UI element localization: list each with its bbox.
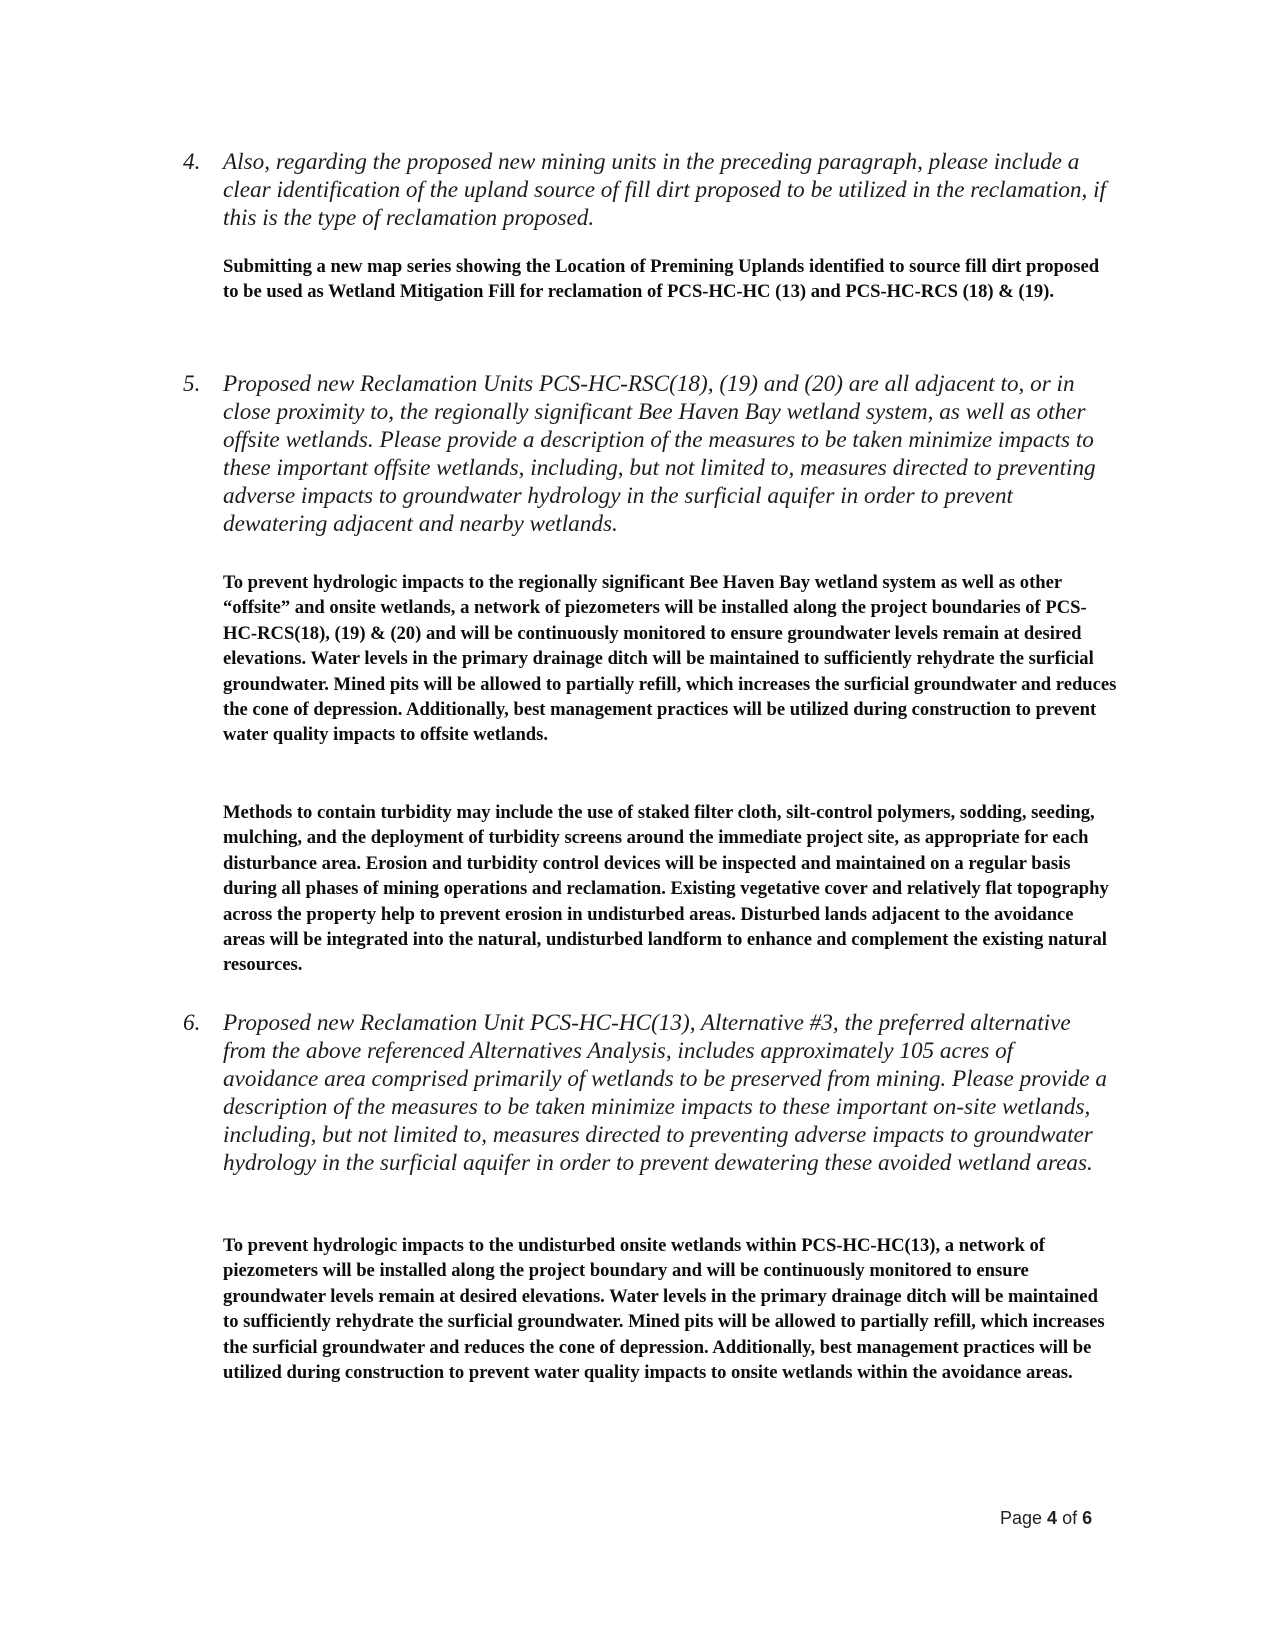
- answer-4: Submitting a new map series showing the Location of Premining Uplands identified to source fill dirt proposed to be used as Wetland Mitigation Fill for reclamation of PCS-HC-HC (13) and PCS-HC-RCS (18) & (19).: [223, 256, 1100, 303]
- page-current: 4: [1047, 1508, 1058, 1528]
- page-number: [1000, 1507, 1120, 1529]
- question-number: 4.: [183, 149, 201, 175]
- page-middle: of: [1057, 1508, 1083, 1528]
- question-text: Proposed new Reclamation Unit PCS-HC-HC(13), Alternative #3, the preferred alternative from the above referenced Alternatives Analysis, includes approximately 105 acres of avoidance area comprised primarily of wetlands to be preserved from mining. Please provide a description of the measures to be taken minimize impacts to these important on-site wetlands, including, but not limited to, measures directed to preventing adverse impacts to groundwater hydrology in the surficial aquifer in order to prevent dewatering these avoided wetland areas.: [223, 1010, 1107, 1176]
- question-number: 5.: [183, 371, 201, 397]
- answer-5b: Methods to contain turbidity may include the use of staked filter cloth, silt-control polymers, sodding, seeding, mulching, and the deployment of turbidity screens around the immediate project site, as appropriate for each disturbance area. Erosion and turbidity control devices will be inspected and maintained on a regular basis during all phases of mining operations and reclamation. Existing vegetative cover and relatively flat topography across the property help to prevent erosion in undisturbed areas. Disturbed lands adjacent to the avoidance areas will be integrated into the natural, undisturbed landform to enhance and complement the existing natural resources.: [223, 802, 1109, 976]
- question-text: Also, regarding the proposed new mining units in the preceding paragraph, please include a clear identification of the upland source of fill dirt proposed to be utilized in the reclamation, if this is the type of reclamation proposed.: [223, 149, 1106, 231]
- answer-6: To prevent hydrologic impacts to the undisturbed onsite wetlands within PCS-HC-HC(13), a network of piezometers will be installed along the project boundary and will be continuously monitored to ensure groundwater levels remain at desired elevations. Water levels in the primary drainage ditch will be maintained to sufficiently rehydrate the surficial groundwater. Mined pits will be allowed to partially refill, which increases the surficial groundwater and reduces the cone of depression. Additionally, best management practices will be utilized during construction to prevent water quality impacts to onsite wetlands within the avoidance areas.: [223, 1235, 1105, 1384]
- question-text: Proposed new Reclamation Units PCS-HC-RSC(18), (19) and (20) are all adjacent to, or in close proximity to, the regionally significant Bee Haven Bay wetland system, as well as other offsite wetlands. Please provide a description of the measures to be taken minimize impacts to these important offsite wetlands, including, but not limited to, measures directed to preventing adverse impacts to groundwater hydrology in the surficial aquifer in order to prevent dewatering adjacent and nearby wetlands.: [223, 371, 1096, 537]
- page-total: 6: [1082, 1508, 1093, 1528]
- question-number: 6.: [183, 1010, 201, 1036]
- question-5: [183, 370, 1113, 538]
- page-prefix: Page: [1000, 1508, 1048, 1528]
- question-4: [183, 148, 1113, 232]
- question-6: [183, 1009, 1113, 1177]
- answer-5a: To prevent hydrologic impacts to the regionally significant Bee Haven Bay wetland system as well as other “offsite” and onsite wetlands, a network of piezometers will be installed along the project boundaries of PCS-HC-RCS(18), (19) & (20) and will be continuously monitored to ensure groundwater levels remain at desired elevations. Water levels in the primary drainage ditch will be maintained to sufficiently rehydrate the surficial groundwater. Mined pits will be allowed to partially refill, which increases the surficial groundwater and reduces the cone of depression. Additionally, best management practices will be utilized during construction to prevent water quality impacts to offsite wetlands.: [223, 572, 1117, 746]
